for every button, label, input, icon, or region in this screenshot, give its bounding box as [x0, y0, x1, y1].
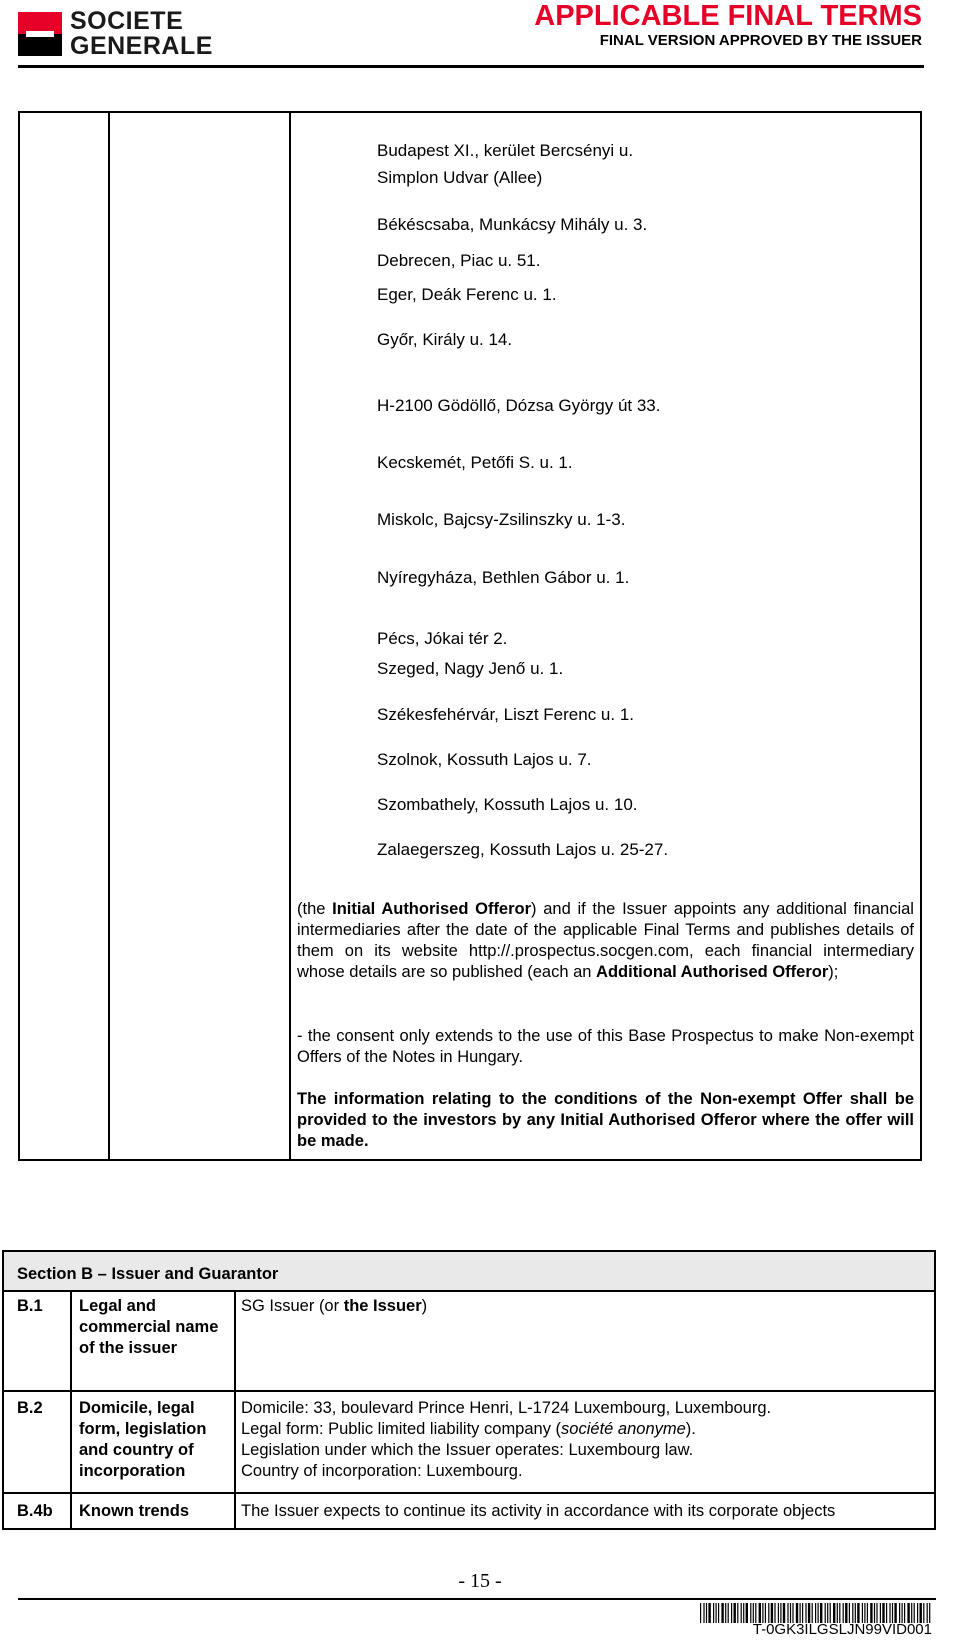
address-item: H-2100 Gödöllő, Dózsa György út 33.: [377, 396, 661, 415]
logo-mark-icon: [18, 12, 62, 56]
address-item: Nyíregyháza, Bethlen Gábor u. 1.: [377, 568, 630, 587]
row-label: Domicile, legal form, legislation and country of incorporation: [79, 1399, 207, 1480]
address-item: Kecskemét, Petőfi S. u. 1.: [377, 453, 573, 472]
column-divider: [108, 113, 110, 1159]
page-number: - 15 -: [458, 1570, 502, 1592]
row-content: The Issuer expects to continue its activity in accordance with its corporate objects: [241, 1502, 836, 1520]
row-label: Legal and commercial name of the issuer: [79, 1297, 219, 1357]
address-item: Szolnok, Kossuth Lajos u. 7.: [377, 750, 592, 769]
section-b-table: [2, 1250, 936, 1530]
section-b-title: Section B – Issuer and Guarantor: [17, 1265, 279, 1283]
address-item: Székesfehérvár, Liszt Ferenc u. 1.: [377, 705, 635, 724]
barcode-icon: [700, 1603, 932, 1623]
address-item: Szeged, Nagy Jenő u. 1.: [377, 659, 564, 678]
row-divider: [4, 1492, 934, 1494]
document-reference: T-0GK3ILGSLJN99VID001: [752, 1621, 932, 1638]
consent-paragraph: - the consent only extends to the use of this Base Prospectus to make Non-exempt Offers of the Notes in Hungary.: [297, 1027, 914, 1066]
document-title: APPLICABLE FINAL TERMS: [534, 0, 922, 32]
address-item: Békéscsaba, Munkácsy Mihály u. 3.: [377, 215, 648, 234]
row-label: Known trends: [79, 1502, 189, 1520]
row-number: B.1: [17, 1297, 43, 1315]
address-item: Pécs, Jókai tér 2.: [377, 629, 508, 648]
address-item: Miskolc, Bajcsy-Zsilinszky u. 1-3.: [377, 510, 626, 529]
document-subtitle: FINAL VERSION APPROVED BY THE ISSUER: [599, 32, 922, 49]
row-number: B.2: [17, 1399, 43, 1417]
authorised-offeror-paragraph: (the Initial Authorised Offeror) and if the Issuer appoints any additional financial intermediaries after the date of the applicable Final Terms and publishes details of them on its website http://.prospectus.socgen.com, each financial intermediary whose details are so published (each an Additional Authorised Offeror);: [297, 900, 914, 981]
address-item: Debrecen, Piac u. 51.: [377, 251, 541, 270]
column-divider: [70, 1290, 72, 1528]
footer-divider: [18, 1598, 936, 1600]
offer-conditions-paragraph: The information relating to the conditions of the Non-exempt Offer shall be provided to the investors by any Initial Authorised Offeror where the offer will be made.: [297, 1090, 914, 1150]
column-divider: [234, 1290, 236, 1528]
column-divider: [289, 113, 291, 1159]
row-content: Domicile: 33, boulevard Prince Henri, L-1724 Luxembourg, Luxembourg. Legal form: Public limited liability company (société anonyme). Legislation under which the Issuer operates: Luxembourg law. Country of incorporation: Luxembourg.: [241, 1399, 772, 1480]
header-divider: [18, 65, 924, 68]
address-item: Győr, Király u. 14.: [377, 330, 513, 349]
address-item: Budapest XI., kerület Bercsényi u.: [377, 141, 634, 160]
logo-wordmark: SOCIETE GENERALE: [70, 7, 213, 60]
row-content: SG Issuer (or the Issuer): [241, 1297, 428, 1315]
address-item: Szombathely, Kossuth Lajos u. 10.: [377, 795, 638, 814]
societe-generale-logo: [18, 7, 248, 60]
address-item: Eger, Deák Ferenc u. 1.: [377, 285, 557, 304]
address-item: Simplon Udvar (Allee): [377, 168, 543, 187]
row-number: B.4b: [17, 1502, 53, 1520]
address-item: Zalaegerszeg, Kossuth Lajos u. 25-27.: [377, 840, 669, 859]
row-divider: [4, 1390, 934, 1392]
